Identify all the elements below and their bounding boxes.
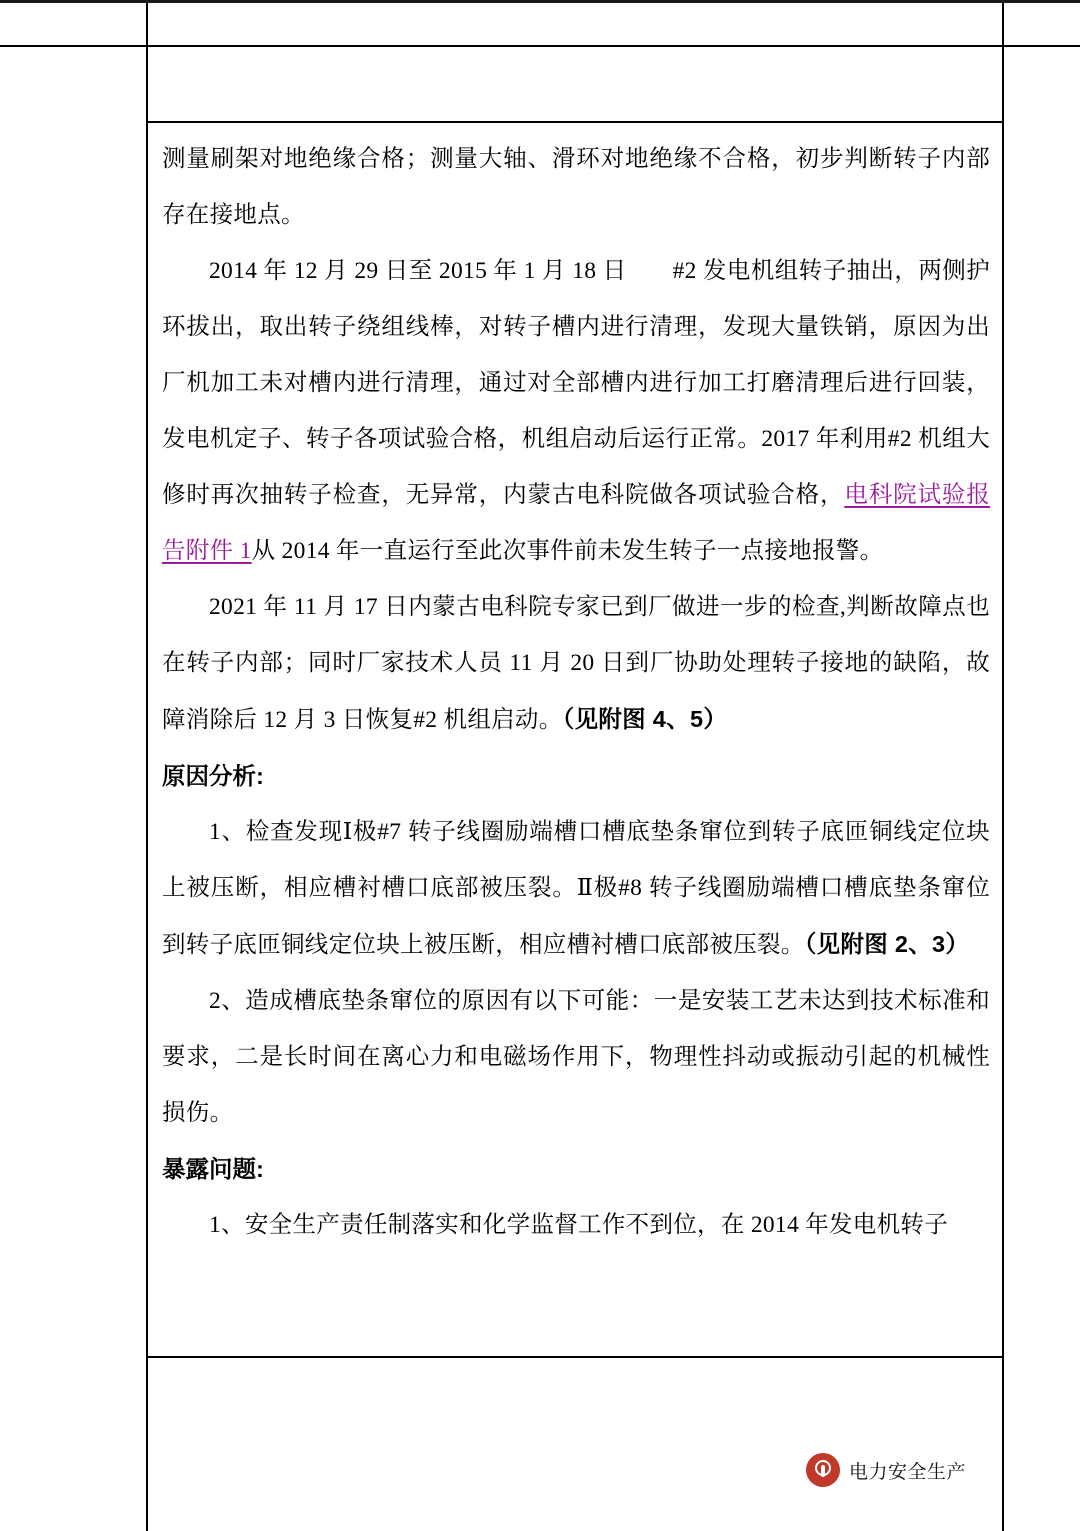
paragraph-text: 测量刷架对地绝缘合格；测量大轴、滑环对地绝缘不合格，初步判断转子内部存在接地点。: [162, 146, 990, 228]
heading-exposed-problems: 暴露问题:: [162, 1156, 264, 1182]
footer-account-badge: [806, 1453, 966, 1487]
paragraph-text: #2 发电机组转子抽出，两侧护环拔出，取出转子绕组线棒，对转子槽内进行清理，发现大量铁销，原因为出厂机加工未对槽内进行清理，通过对全部槽内进行加工打磨清理后进行回装，发电机定子、转子各项试验合格，机组启动后运行正常。2017 年利用#2 机组大修时再次抽转子检查，无异常，内蒙古电科院做各项试验合格，: [162, 258, 991, 508]
exposed-item-text: 1、安全生产责任制落实和化学监督工作不到位，在 2014 年发电机转子: [209, 1212, 948, 1238]
paragraph-text-tail: 从 2014 年一直运行至此次事件前未发生转子一点接地报警。: [251, 538, 884, 564]
cause-item-2: [162, 973, 990, 1141]
heading-cause-analysis: 原因分析:: [162, 763, 264, 789]
date-range-text: 2014 年 12 月 29 日至 2015 年 1 月 18 日: [209, 258, 627, 284]
paragraph-text: 2021 年 11 月 17 日内蒙古电科院专家已到厂做进一步的检查,判断故障点也在转子内部；同时厂家技术人员 11 月 20 日到厂协助处理转子接地的缺陷，故障消除后 12 月 3 日恢复#2 机组启动。: [162, 594, 990, 733]
cause-item-text: 1、检查发现Ⅰ极#7 转子线圈励端槽口槽底垫条窜位到转子底匝铜线定位块上被压断，相应槽衬槽口底部被压裂。Ⅱ极#8 转子线圈励端槽口槽底垫条窜位到转子底匝铜线定位块上被压断，相应槽衬槽口底部被压裂。: [162, 819, 990, 958]
page-top-rule: [0, 45, 1080, 47]
figure-reference-4-5: （见附图 4、5）: [562, 706, 728, 732]
cause-item-text: 2、造成槽底垫条窜位的原因有以下可能：一是安装工艺未达到技术标准和要求，二是长时间在离心力和电磁场作用下，物理性抖动或振动引起的机械性损伤。: [162, 988, 990, 1126]
paragraph-2021-expert-inspection: [162, 579, 990, 748]
megaphone-icon: [806, 1453, 840, 1487]
footer-account-name: 电力安全生产: [849, 1461, 967, 1483]
figure-reference-2-3: （见附图 2、3）: [804, 931, 970, 957]
paragraph-2014-rotor-extraction: [162, 243, 990, 579]
document-body: [162, 131, 990, 1253]
exposed-item-1: [162, 1197, 990, 1253]
paragraph-measurement-result: [162, 131, 990, 243]
cause-item-1: [162, 804, 990, 973]
attachment-link-test-report[interactable]: 电科院试验报告附件 1: [162, 482, 990, 564]
